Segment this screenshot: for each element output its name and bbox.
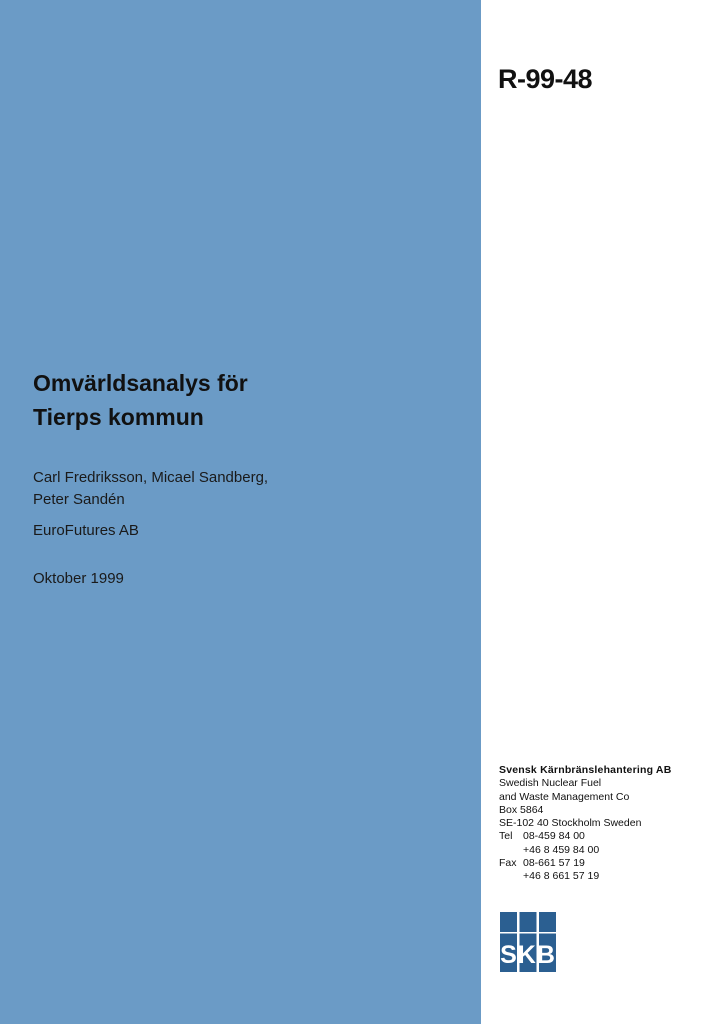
publisher-box: Box 5864 (499, 803, 544, 816)
authors-line-2: Peter Sandén (33, 491, 125, 508)
publisher-fax-intl (499, 870, 672, 883)
logo-text: SKB (500, 941, 556, 969)
fax-intl: +46 8 661 57 19 (523, 870, 600, 883)
title-line-2: Tierps kommun (33, 404, 204, 430)
tel-domestic: 08-459 84 00 (523, 830, 585, 843)
authors (33, 467, 268, 511)
document-title (33, 366, 453, 434)
publisher-company: Svensk Kärnbränslehantering AB (499, 764, 672, 776)
publisher-tel (499, 830, 672, 843)
fax-domestic: 08-661 57 19 (523, 857, 585, 870)
skb-logo-icon (500, 912, 556, 972)
organization: EuroFutures AB (33, 522, 139, 539)
publication-date: Oktober 1999 (33, 570, 124, 587)
publisher-name-en-1: Swedish Nuclear Fuel (499, 777, 602, 790)
publisher-address: SE-102 40 Stockholm Sweden (499, 817, 642, 830)
publisher-fax (499, 857, 672, 870)
title-line-1: Omvärldsanalys för (33, 370, 248, 396)
report-number: R-99-48 (498, 64, 593, 94)
tel-intl: +46 8 459 84 00 (523, 843, 600, 856)
publisher-tel-intl (499, 844, 672, 857)
tel-label: Tel (499, 830, 513, 843)
publisher-contact (499, 764, 672, 884)
authors-line-1: Carl Fredriksson, Micael Sandberg, (33, 469, 269, 486)
publisher-name-en-2: and Waste Management Co (499, 790, 630, 803)
fax-label: Fax (499, 857, 517, 870)
